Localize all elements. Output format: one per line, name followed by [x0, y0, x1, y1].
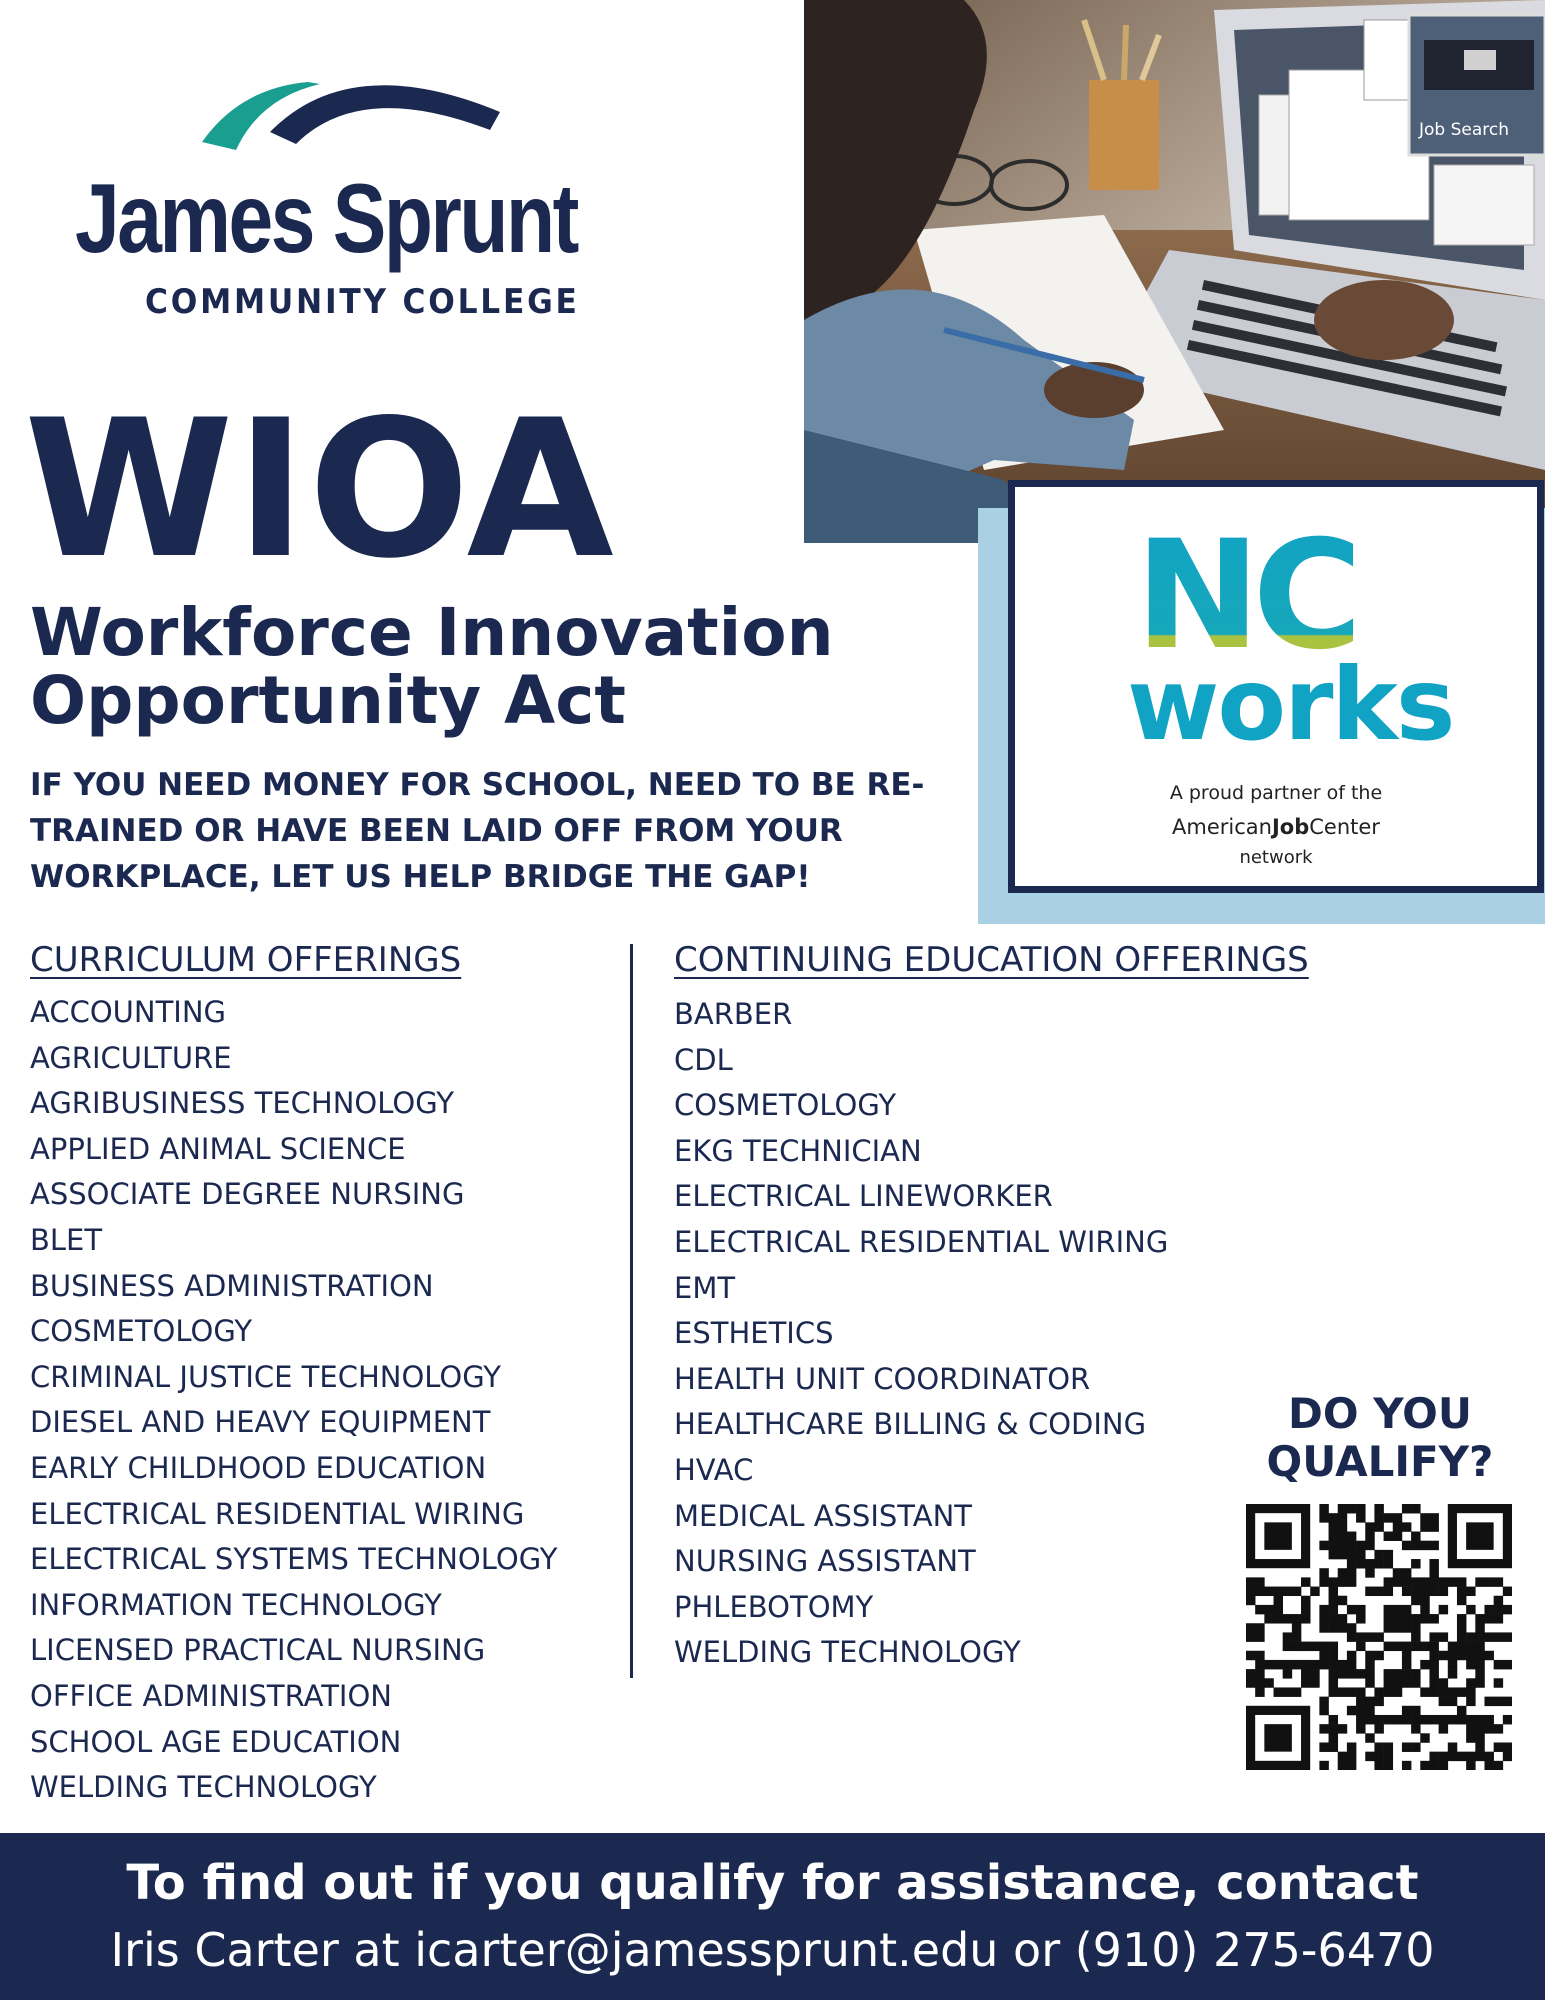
curriculum-list: [30, 990, 557, 1811]
intro-text: IF YOU NEED MONEY FOR SCHOOL, NEED TO BE RE-TRAINED OR HAVE BEEN LAID OFF FROM YOUR WORKPLACE, LET US HELP BRIDGE THE GAP!: [30, 767, 925, 895]
continuing-item: CDL: [674, 1042, 733, 1077]
logo-arc-icon: [200, 70, 560, 160]
continuing-item: WELDING TECHNOLOGY: [674, 1635, 1021, 1670]
footer-line-1: To find out if you qualify for assistance, contact: [126, 1855, 1419, 1911]
continuing-item: ESTHETICS: [674, 1316, 834, 1351]
column-divider: [630, 944, 633, 1678]
ncworks-logo-box: [1008, 480, 1544, 893]
ajc-part-1: American: [1172, 815, 1272, 839]
continuing-item: NURSING ASSISTANT: [674, 1544, 976, 1579]
curriculum-item: APPLIED ANIMAL SCIENCE: [30, 1131, 406, 1166]
continuing-heading: CONTINUING EDUCATION OFFERINGS: [674, 940, 1309, 980]
continuing-item: COSMETOLOGY: [674, 1088, 897, 1123]
curriculum-item: ACCOUNTING: [30, 995, 227, 1029]
subtitle-line-1: Workforce Innovation: [30, 594, 834, 671]
curriculum-item: ASSOCIATE DEGREE NURSING: [30, 1177, 465, 1212]
curriculum-item: COSMETOLOGY: [30, 1314, 253, 1349]
footer-contact[interactable]: Iris Carter at icarter@jamessprunt.edu or (910) 275-6470: [110, 1923, 1435, 1977]
ajc-part-3: Center: [1309, 815, 1380, 839]
ncworks-works-text: works: [1127, 646, 1454, 763]
subtitle-line-2: Opportunity Act: [30, 662, 626, 739]
curriculum-heading: CURRICULUM OFFERINGS: [30, 940, 462, 980]
continuing-list: [674, 992, 1168, 1676]
continuing-item: HEALTH UNIT COORDINATOR: [674, 1361, 1091, 1396]
curriculum-item: OFFICE ADMINISTRATION: [30, 1678, 392, 1713]
curriculum-item: CRIMINAL JUSTICE TECHNOLOGY: [30, 1359, 501, 1394]
page-title: WIOA: [24, 379, 616, 600]
curriculum-item: ELECTRICAL SYSTEMS TECHNOLOGY: [30, 1542, 558, 1577]
ajc-part-2: Job: [1271, 815, 1310, 839]
logo-name: James Sprunt: [75, 163, 577, 273]
curriculum-item: INFORMATION TECHNOLOGY: [30, 1587, 442, 1622]
american-job-center-logo: [1015, 815, 1537, 839]
curriculum-item: DIESEL AND HEAVY EQUIPMENT: [30, 1405, 491, 1440]
ncworks-network-text: network: [1239, 847, 1313, 868]
ncworks-nc-text: NC: [1135, 527, 1355, 657]
hero-photo: [804, 0, 1545, 543]
continuing-item: BARBER: [674, 997, 793, 1031]
continuing-item: MEDICAL ASSISTANT: [674, 1498, 973, 1533]
curriculum-item: ELECTRICAL RESIDENTIAL WIRING: [30, 1496, 525, 1531]
ncworks-nc-logo: [1135, 527, 1435, 657]
curriculum-item: BUSINESS ADMINISTRATION: [30, 1268, 434, 1303]
continuing-item: EKG TECHNICIAN: [674, 1133, 922, 1168]
continuing-item: HVAC: [674, 1452, 754, 1487]
curriculum-item: LICENSED PRACTICAL NURSING: [30, 1633, 486, 1668]
qualify-line-1: DO YOU: [1288, 1389, 1472, 1438]
qr-code[interactable]: [1246, 1504, 1512, 1770]
curriculum-item: BLET: [30, 1222, 103, 1257]
continuing-item: EMT: [674, 1270, 736, 1305]
curriculum-item: AGRICULTURE: [30, 1040, 232, 1075]
logo-subtitle: COMMUNITY COLLEGE: [145, 282, 580, 322]
continuing-item: HEALTHCARE BILLING & CODING: [674, 1407, 1147, 1442]
footer-banner: [0, 1833, 1545, 2000]
college-logo: [60, 70, 660, 330]
continuing-item: ELECTRICAL RESIDENTIAL WIRING: [674, 1224, 1169, 1259]
ncworks-partner-text: A proud partner of the: [1169, 782, 1383, 804]
curriculum-item: AGRIBUSINESS TECHNOLOGY: [30, 1086, 454, 1121]
qualify-heading: [1240, 1390, 1520, 1486]
continuing-item: PHLEBOTOMY: [674, 1589, 874, 1624]
curriculum-item: WELDING TECHNOLOGY: [30, 1770, 377, 1805]
curriculum-item: EARLY CHILDHOOD EDUCATION: [30, 1450, 487, 1485]
photo-screen-title: Job Search: [1419, 120, 1510, 140]
qualify-line-2: QUALIFY?: [1266, 1437, 1494, 1486]
curriculum-item: SCHOOL AGE EDUCATION: [30, 1724, 402, 1759]
continuing-item: ELECTRICAL LINEWORKER: [674, 1179, 1053, 1214]
